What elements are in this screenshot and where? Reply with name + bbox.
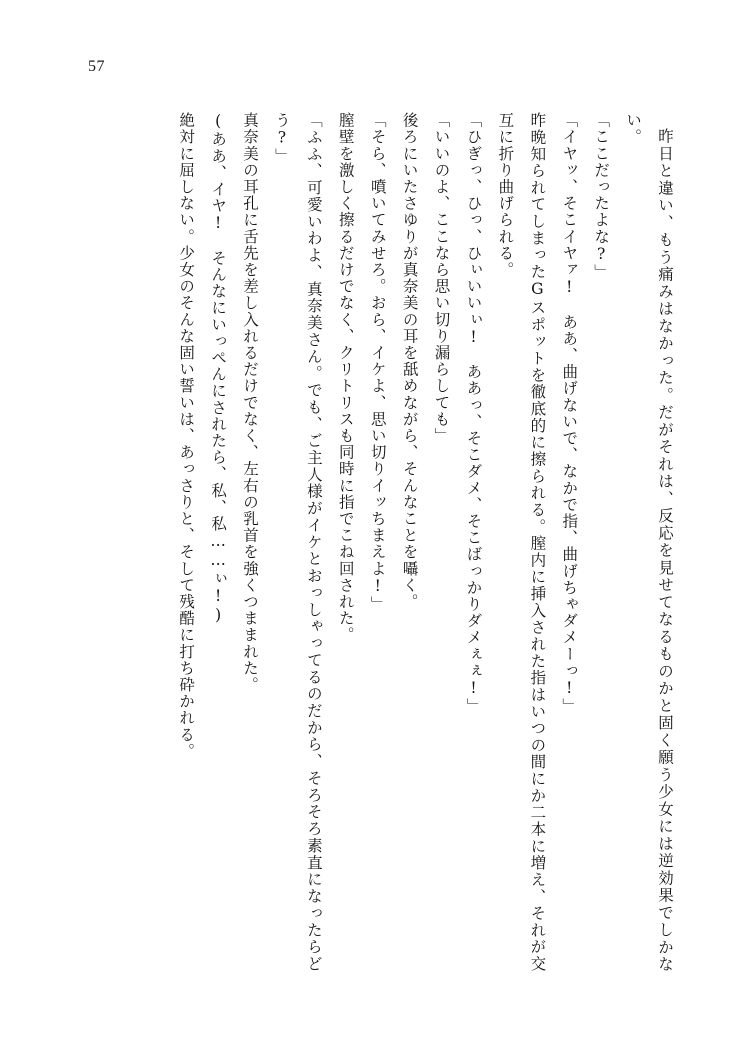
paragraph: 「そら、噴いてみせろ。おら、イケよ、思い切りイッちまえよ!」 xyxy=(368,112,387,613)
paragraph: 「いいのよ、ここなら思い切り漏らしても」 xyxy=(432,112,451,444)
paragraph: 「ここだったよな?」 xyxy=(592,112,611,281)
paragraph: (ああ、イヤ! そんなにいっぺんにされたら、私、私……ぃ!) xyxy=(209,112,228,625)
paragraph: 真奈美の耳孔に舌先を差し入れるだけでなく、左右の乳首を強くつままれた。 xyxy=(241,112,260,693)
paragraph: 「ふふ、可愛いわよ、真奈美さん。でも、ご主人様がイケとおっしゃってるのだから、そろそろ素直になったらどう?」 xyxy=(272,112,323,972)
paragraph: 昨晩知られてしまったGスポットを徹底的に擦られる。膣内に挿入された指はいつの間にか二本に増え、それが交互に折り曲げられる。 xyxy=(496,112,547,972)
paragraph: 昨日と違い、もう痛みはなかった。だがそれは、反応を見せてなるものかと固く願う少女には逆効果でしかない。 xyxy=(624,112,674,972)
paragraph: 後ろにいたさゆりが真奈美の耳を舐めながら、そんなことを囁く。 xyxy=(400,112,419,610)
body-text-column xyxy=(44,112,680,972)
page-number: 57 xyxy=(88,58,105,75)
paragraph: 「ひぎっ、ひっ、ひぃいいぃ! ああっ、そこダメ、そこばっかりダメぇぇ!」 xyxy=(464,112,483,715)
paragraph: 「イヤッ、そこイヤァ! ああ、曲げないで、なかで指、曲げちゃダメーっ!」 xyxy=(560,112,579,715)
paragraph: 膣壁を激しく擦るだけでなく、クリトリスも同時に指でこね回された。 xyxy=(336,112,355,644)
paragraph: 絶対に屈しない。少女のそんな固い誓いは、あっさりと、そして残酷に打ち砕かれる。 xyxy=(177,112,196,760)
